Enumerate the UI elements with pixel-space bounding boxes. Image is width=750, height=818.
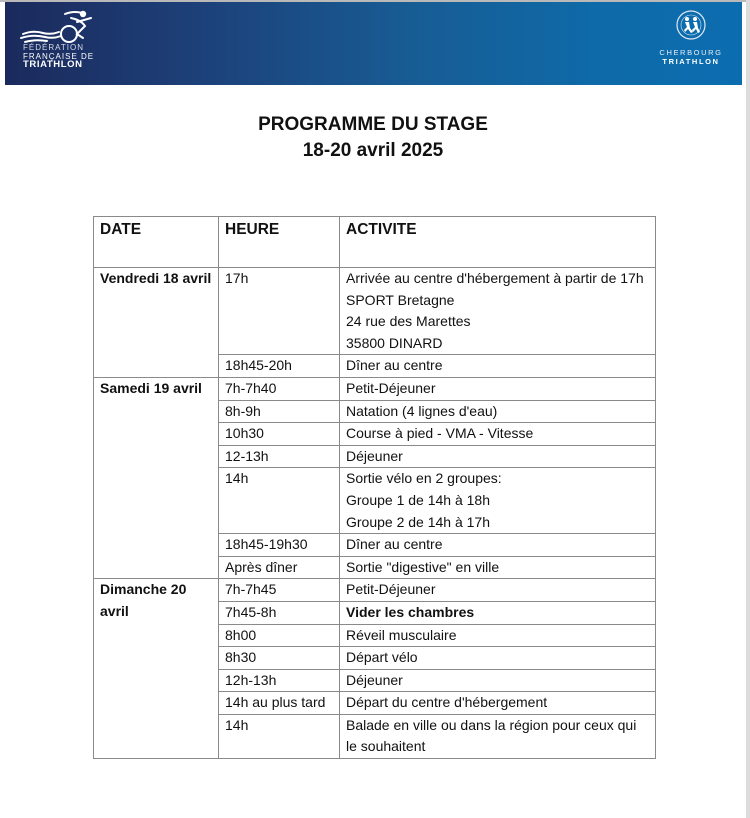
activity-line: Petit-Déjeuner xyxy=(346,379,436,396)
activity-cell xyxy=(340,669,656,692)
title-line2: 18-20 avril 2025 xyxy=(302,140,444,161)
time-cell: 14h xyxy=(219,468,340,534)
ffl-line3: TRIATHLON xyxy=(23,59,83,70)
letterhead-banner xyxy=(5,2,742,85)
time-cell: 7h-7h40 xyxy=(219,377,340,400)
ffl-line2: FRANÇAISE DE xyxy=(23,51,95,61)
activity-cell xyxy=(340,647,656,670)
date-cell: Dimanche 20 avril xyxy=(94,579,219,759)
cherbourg-line2: TRIATHLON xyxy=(662,57,720,66)
activity-line: Sortie vélo en 2 groupes: xyxy=(346,470,502,487)
activity-cell xyxy=(340,714,656,758)
time-cell: 7h45-8h xyxy=(219,601,340,624)
table-row xyxy=(94,579,656,602)
cherbourg-line1: CHERBOURG xyxy=(659,48,723,57)
activity-line: Départ du centre d'hébergement xyxy=(346,694,548,711)
activity-line: Natation (4 lignes d'eau) xyxy=(346,402,498,419)
activity-line: Déjeuner xyxy=(346,447,403,464)
activity-line: Déjeuner xyxy=(346,671,403,688)
activity-cell xyxy=(340,400,656,423)
activity-cell xyxy=(340,268,656,355)
time-cell: 14h au plus tard xyxy=(219,692,340,715)
schedule-table xyxy=(93,216,656,759)
date-cell: Vendredi 18 avril xyxy=(94,268,219,378)
time-cell: 12h-13h xyxy=(219,669,340,692)
activity-line: Dîner au centre xyxy=(346,536,443,553)
cherbourg-logo xyxy=(650,8,732,80)
time-cell: 18h45-20h xyxy=(219,355,340,378)
cherbourg-runners-emblem-icon xyxy=(674,8,708,42)
activity-cell xyxy=(340,423,656,446)
schedule-body xyxy=(94,268,656,759)
time-cell: 8h00 xyxy=(219,624,340,647)
activity-line: 24 rue des Marettes xyxy=(346,313,471,330)
time-cell: 8h-9h xyxy=(219,400,340,423)
activity-line: Sortie "digestive" en ville xyxy=(346,558,500,575)
time-cell: Après dîner xyxy=(219,556,340,579)
header-activity: ACTIVITE xyxy=(340,217,656,268)
time-cell: 18h45-19h30 xyxy=(219,534,340,557)
activity-line: Balade en ville ou dans la région pour ceux qui le souhaitent xyxy=(346,716,637,755)
activity-cell xyxy=(340,601,656,624)
activity-line: Petit-Déjeuner xyxy=(346,581,436,598)
activity-cell xyxy=(340,377,656,400)
activity-line: Réveil musculaire xyxy=(346,626,457,643)
activity-line: Groupe 2 de 14h à 17h xyxy=(346,513,491,530)
scrollbar[interactable] xyxy=(746,0,750,818)
activity-line: 35800 DINARD xyxy=(346,334,443,351)
activity-cell xyxy=(340,692,656,715)
activity-line: SPORT Bretagne xyxy=(346,291,455,308)
activity-cell xyxy=(340,556,656,579)
activity-cell xyxy=(340,355,656,378)
activity-cell xyxy=(340,579,656,602)
activity-cell xyxy=(340,445,656,468)
activity-cell xyxy=(340,624,656,647)
title-line1: PROGRAMME DU STAGE xyxy=(258,114,488,135)
time-cell: 10h30 xyxy=(219,423,340,446)
ffl-line1: FÉDÉRATION xyxy=(23,43,84,52)
activity-line: Arrivée au centre d'hébergement à partir de 17h xyxy=(346,270,644,286)
header-time: HEURE xyxy=(219,217,340,268)
activity-line: Groupe 1 de 14h à 18h xyxy=(346,491,491,508)
table-row xyxy=(94,377,656,400)
table-header-row xyxy=(94,217,656,268)
time-cell: 12-13h xyxy=(219,445,340,468)
header-date: DATE xyxy=(94,217,219,268)
date-cell: Samedi 19 avril xyxy=(94,377,219,578)
ffl-logo-text xyxy=(23,44,94,70)
time-cell: 14h xyxy=(219,714,340,758)
time-cell: 7h-7h45 xyxy=(219,579,340,602)
table-row xyxy=(94,268,656,355)
activity-line: Départ vélo xyxy=(346,649,418,666)
activity-cell xyxy=(340,534,656,557)
page-title xyxy=(0,112,746,164)
activity-line: Dîner au centre xyxy=(346,357,443,374)
time-cell: 17h xyxy=(219,268,340,355)
time-cell: 8h30 xyxy=(219,647,340,670)
activity-cell xyxy=(340,468,656,534)
activity-line: Vider les chambres xyxy=(346,603,475,620)
activity-line: Course à pied - VMA - Vitesse xyxy=(346,425,534,442)
